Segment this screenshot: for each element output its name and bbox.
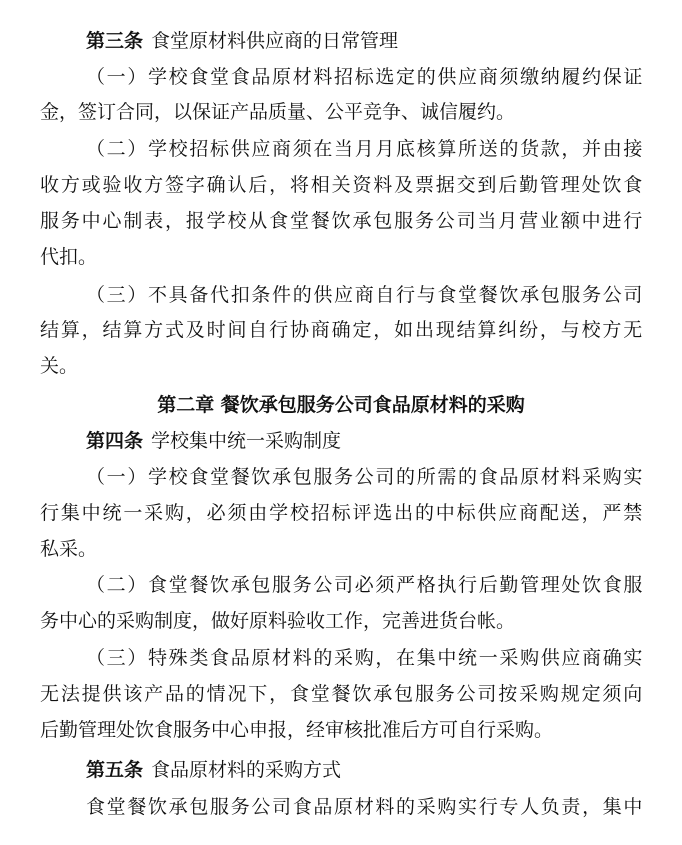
article-4-title: 学校集中统一采购制度: [151, 430, 342, 452]
article-5-title: 食品原材料的采购方式: [151, 759, 342, 781]
article-3-heading-line: [86, 29, 682, 53]
paragraph-line: [40, 318, 682, 342]
paragraph-text: （二）食堂餐饮承包服务公司必须严格执行后勤管理处饮食服: [86, 574, 645, 596]
paragraph-line: [86, 795, 682, 819]
paragraph-text: （三）不具备代扣条件的供应商自行与食堂餐饮承包服务公司: [86, 284, 645, 306]
paragraph-text: 务中心的采购制度，做好原料验收工作，完善进货台帐。: [40, 610, 516, 632]
article-5-heading-line: [86, 758, 682, 782]
paragraph-line: [40, 100, 682, 124]
paragraph-line: [86, 137, 682, 161]
article-4-heading-line: [86, 429, 682, 453]
paragraph-line: [40, 537, 682, 561]
paragraph-line: [40, 354, 682, 378]
paragraph-text: 行集中统一采购，必须由学校招标评选出的中标供应商配送，严禁: [40, 502, 645, 524]
paragraph-line: [86, 65, 682, 89]
paragraph-line: [40, 173, 682, 197]
paragraph-text: 私采。: [40, 538, 98, 560]
paragraph-text: 无法提供该产品的情况下，食堂餐饮承包服务公司按采购规定须向: [40, 683, 645, 705]
paragraph-line: [40, 609, 682, 633]
paragraph-text: 后勤管理处饮食服务中心申报，经审核批准后方可自行采购。: [40, 719, 554, 741]
paragraph-text: 服务中心制表，报学校从食堂餐饮承包服务公司当月营业额中进行: [40, 210, 645, 232]
paragraph-line: [40, 682, 682, 706]
article-5-number: 第五条: [86, 759, 144, 781]
paragraph-line: [86, 573, 682, 597]
paragraph-line: [40, 501, 682, 525]
paragraph-text: （三）特殊类食品原材料的采购，在集中统一采购供应商确实: [86, 647, 645, 669]
paragraph-line: [40, 209, 682, 233]
paragraph-line: [86, 283, 682, 307]
chapter-2-title: 第二章 餐饮承包服务公司食品原材料的采购: [157, 394, 525, 416]
paragraph-text: 食堂餐饮承包服务公司食品原材料的采购实行专人负责，集中: [86, 796, 645, 818]
paragraph-line: [40, 245, 682, 269]
article-3-title: 食堂原材料供应商的日常管理: [151, 30, 399, 52]
paragraph-text: 金，签订合同，以保证产品质量、公平竞争、诚信履约。: [40, 101, 516, 123]
paragraph-text: （二）学校招标供应商须在当月月底核算所送的货款，并由接: [86, 138, 645, 160]
paragraph-text: 代扣。: [40, 246, 98, 268]
paragraph-text: 收方或验收方签字确认后，将相关资料及票据交到后勤管理处饮食: [40, 174, 645, 196]
article-3-number: 第三条: [86, 30, 144, 52]
paragraph-line: [86, 465, 682, 489]
paragraph-text: （一）学校食堂食品原材料招标选定的供应商须缴纳履约保证: [86, 66, 645, 88]
paragraph-text: （一）学校食堂餐饮承包服务公司的所需的食品原材料采购实: [86, 466, 645, 488]
article-4-number: 第四条: [86, 430, 144, 452]
paragraph-text: 关。: [40, 355, 79, 377]
paragraph-line: [86, 646, 682, 670]
paragraph-line: [40, 718, 682, 742]
paragraph-text: 结算，结算方式及时间自行协商确定，如出现结算纠纷，与校方无: [40, 319, 645, 341]
